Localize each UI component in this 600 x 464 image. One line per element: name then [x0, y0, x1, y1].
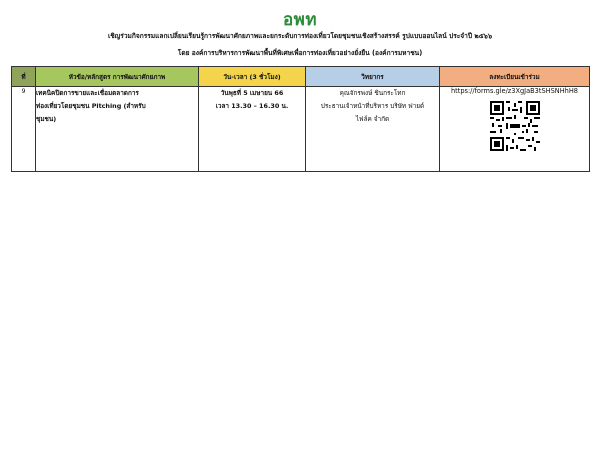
register-cell: [440, 87, 590, 172]
speaker-cell: [306, 87, 440, 172]
topic-cell: [36, 87, 199, 172]
header-topic: หัวข้อ/หลักสูตร การพัฒนาศักยภาพ: [36, 67, 199, 87]
header-register: ลงทะเบียนเข้าร่วม: [440, 67, 590, 87]
topic-line: ชุมชน): [36, 115, 57, 123]
header-time: วัน-เวลา (3 ชั่วโมง): [199, 67, 306, 87]
row-number: 9: [12, 87, 36, 172]
schedule-table: [11, 66, 590, 172]
speaker-name: คุณจักรพงษ์ ชินกระโทก: [339, 89, 406, 97]
page-title: เชิญร่วมกิจกรรมแลกเปลี่ยนเรียนรู้การพัฒนาศักยภาพและยกระดับการท่องเที่ยวโดยชุมชนเชิงสร้างสรรค์ รูปแบบออนไลน์ ประจำปี ๒๕๖๖: [107, 32, 493, 40]
topic-line: ท่องเที่ยวโดยชุมชน Pitching (สำหรับ: [36, 102, 146, 110]
logo: อพท: [282, 10, 318, 30]
speaker-title: ไฟล์ค จำกัด: [355, 115, 390, 123]
header-no: ที่: [12, 67, 36, 87]
time-cell: [199, 87, 306, 172]
qr-code-icon: [490, 101, 540, 151]
register-link[interactable]: https://forms.gle/z3XgJaB3tSHSNHhH8: [450, 87, 579, 95]
page-subtitle: โดย องค์การบริหารการพัฒนาพื้นที่พิเศษเพื่อการท่องเที่ยวอย่างยั่งยืน (องค์การมหาชน): [177, 49, 423, 57]
header-speaker: วิทยากร: [306, 67, 440, 87]
speaker-title: ประธานเจ้าหน้าที่บริหาร บริษัท ฟายด์: [320, 102, 425, 110]
date-text: วันพุธที่ 5 เมษายน 66: [220, 89, 284, 97]
table-row: [12, 87, 590, 172]
table-header-row: [12, 67, 590, 87]
topic-line: เทคนิคปิดการขายและเชื่อมตลาดการ: [36, 89, 139, 97]
time-text: เวลา 13.30 – 16.30 น.: [215, 102, 289, 110]
